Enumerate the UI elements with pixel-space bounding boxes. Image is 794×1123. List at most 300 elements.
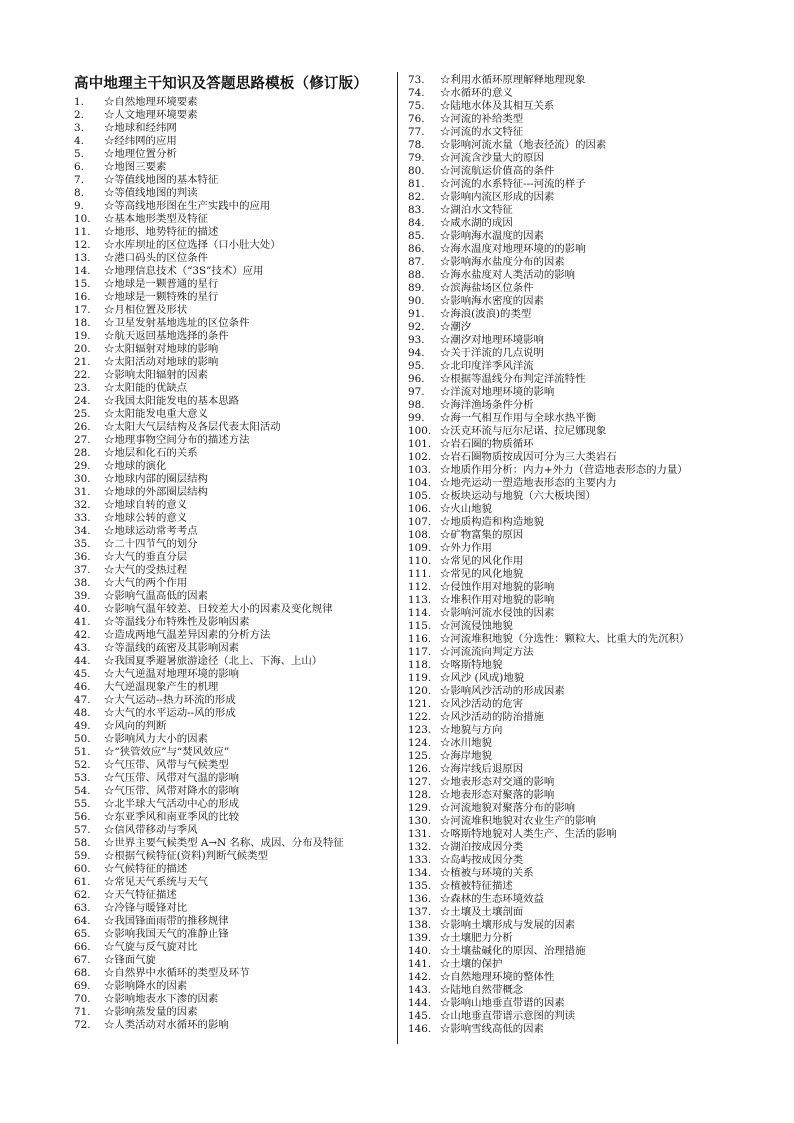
- item-number: 4.: [74, 135, 84, 147]
- item-number: 10.: [74, 213, 91, 225]
- list-item: [408, 438, 728, 451]
- list-item: [408, 256, 728, 269]
- list-item: [74, 863, 394, 876]
- list-item: [408, 724, 728, 737]
- item-number: 47.: [74, 694, 91, 706]
- list-item: [408, 763, 728, 776]
- item-number: 110.: [408, 555, 432, 567]
- item-number: 114.: [408, 607, 432, 619]
- item-text: ☆地质作用分析：内力+外力（营造地表形态的力量）: [440, 464, 688, 476]
- list-item: [74, 421, 394, 434]
- item-text: ☆地球公转的意义: [104, 512, 188, 524]
- list-item: [408, 1010, 728, 1023]
- list-item: [408, 74, 728, 87]
- item-number: 118.: [408, 659, 432, 671]
- item-number: 112.: [408, 581, 432, 593]
- item-text: ☆影响太阳辐射的因素: [104, 369, 208, 381]
- item-number: 25.: [74, 408, 91, 420]
- item-number: 124.: [408, 737, 432, 749]
- item-text: ☆地理信息技术（“3S”技术）应用: [104, 265, 264, 277]
- item-number: 54.: [74, 785, 91, 797]
- item-text: ☆风向的判断: [104, 720, 167, 732]
- item-number: 111.: [408, 568, 432, 580]
- item-text: ☆天气特征描述: [104, 889, 177, 901]
- item-text: ☆影响地表水下渗的因素: [104, 993, 219, 1005]
- item-number: 28.: [74, 447, 91, 459]
- item-text: ☆风沙活动的防治措施: [440, 711, 544, 723]
- list-item: [408, 412, 728, 425]
- item-text: ☆沃克环流与厄尔尼诺、拉尼娜现象: [440, 425, 607, 437]
- item-text: ☆山地垂直带谱示意图的判读: [440, 1010, 576, 1022]
- list-item: [74, 460, 394, 473]
- list-item: [408, 204, 728, 217]
- item-text: ☆堆积作用对地貌的影响: [440, 594, 555, 606]
- item-number: 56.: [74, 811, 91, 823]
- item-number: 49.: [74, 720, 91, 732]
- item-number: 29.: [74, 460, 91, 472]
- list-item: [74, 330, 394, 343]
- list-item: [74, 317, 394, 330]
- list-item: [74, 213, 394, 226]
- item-text: ☆人类活动对水循环的影响: [104, 1019, 229, 1031]
- item-number: 138.: [408, 919, 432, 931]
- item-text: ☆矿物富集的原因: [440, 529, 524, 541]
- item-text: ☆太阳辐射对地球的影响: [104, 343, 219, 355]
- list-item: [74, 655, 394, 668]
- item-text: ☆影响内流区形成的因素: [440, 191, 555, 203]
- item-number: 39.: [74, 590, 91, 602]
- list-item: [408, 386, 728, 399]
- item-text: ☆海岸地貌: [440, 750, 492, 762]
- list-item: [408, 958, 728, 971]
- item-number: 101.: [408, 438, 432, 450]
- list-item: [74, 382, 394, 395]
- item-text: ☆咸水湖的成因: [440, 217, 513, 229]
- list-item: [74, 941, 394, 954]
- item-number: 38.: [74, 577, 91, 589]
- item-text: ☆等值线地图的基本特征: [104, 174, 219, 186]
- list-item: [408, 451, 728, 464]
- list-item: [408, 841, 728, 854]
- list-item: [74, 850, 394, 863]
- item-number: 142.: [408, 971, 432, 983]
- item-text: ☆影响海水盐度分布的因素: [440, 256, 565, 268]
- item-text: ☆大气的水平运动--风的形成: [104, 707, 236, 719]
- item-number: 128.: [408, 789, 432, 801]
- list-item: [408, 542, 728, 555]
- item-number: 17.: [74, 304, 91, 316]
- item-number: 117.: [408, 646, 432, 658]
- list-item: [74, 161, 394, 174]
- item-number: 2.: [74, 109, 84, 121]
- item-number: 144.: [408, 997, 432, 1009]
- item-number: 30.: [74, 473, 91, 485]
- item-number: 12.: [74, 239, 91, 251]
- item-number: 57.: [74, 824, 91, 836]
- item-number: 119.: [408, 672, 432, 684]
- item-number: 133.: [408, 854, 432, 866]
- item-text: ☆影响土壤形成与发展的因素: [440, 919, 576, 931]
- item-number: 136.: [408, 893, 432, 905]
- item-number: 69.: [74, 980, 91, 992]
- list-item: [74, 447, 394, 460]
- item-text: ☆根据等温线分布判定洋流特性: [440, 373, 586, 385]
- item-number: 103.: [408, 464, 432, 476]
- list-item: [408, 425, 728, 438]
- list-item: [74, 343, 394, 356]
- item-number: 98.: [408, 399, 425, 411]
- item-text: ☆河流地貌对聚落分布的影响: [440, 802, 576, 814]
- item-number: 129.: [408, 802, 432, 814]
- list-item: [408, 789, 728, 802]
- item-number: 6.: [74, 161, 84, 173]
- item-text: ☆洋流对地理环境的影响: [440, 386, 555, 398]
- item-number: 67.: [74, 954, 91, 966]
- item-text: ☆陆地水体及其相互关系: [440, 100, 555, 112]
- list-item: [408, 516, 728, 529]
- list-item: [408, 867, 728, 880]
- list-item: [74, 226, 394, 239]
- item-text: ☆地球的演化: [104, 460, 167, 472]
- item-text: ☆我国夏季避暑旅游途径（北上、下海、上山）: [104, 655, 323, 667]
- item-text: ☆海岸线后退原因: [440, 763, 524, 775]
- item-text: ☆河流的水系特征---河流的样子: [440, 178, 586, 190]
- item-text: ☆气压带、风带对气温的影响: [104, 772, 240, 784]
- item-text: ☆河流流向判定方法: [440, 646, 534, 658]
- item-number: 65.: [74, 928, 91, 940]
- item-number: 102.: [408, 451, 432, 463]
- item-text: ☆火山地貌: [440, 503, 492, 515]
- item-number: 146.: [408, 1023, 432, 1035]
- item-number: 126.: [408, 763, 432, 775]
- list-item: [408, 373, 728, 386]
- list-item: [408, 568, 728, 581]
- item-text: ☆土壤肥力分析: [440, 932, 513, 944]
- item-text: ☆外力作用: [440, 542, 492, 554]
- list-item: [408, 334, 728, 347]
- item-text: ☆冰川地貌: [440, 737, 492, 749]
- item-number: 78.: [408, 139, 425, 151]
- item-text: ☆常见的风化地貌: [440, 568, 524, 580]
- item-text: ☆影响风沙活动的形成因素: [440, 685, 565, 697]
- list-item: [74, 564, 394, 577]
- item-number: 109.: [408, 542, 432, 554]
- list-item: [74, 798, 394, 811]
- item-number: 22.: [74, 369, 91, 381]
- item-number: 95.: [408, 360, 425, 372]
- list-item: [408, 1023, 728, 1036]
- list-item: [408, 191, 728, 204]
- list-item: [74, 915, 394, 928]
- item-number: 66.: [74, 941, 91, 953]
- item-text: ☆植被特征描述: [440, 880, 513, 892]
- item-text: ☆河流含沙量大的原因: [440, 152, 544, 164]
- list-item: [408, 230, 728, 243]
- list-item: [408, 945, 728, 958]
- list-item: [408, 581, 728, 594]
- list-item: [74, 967, 394, 980]
- list-item: [408, 113, 728, 126]
- item-number: 140.: [408, 945, 432, 957]
- list-item: [74, 746, 394, 759]
- item-text: ☆锋面气旋: [104, 954, 156, 966]
- item-text: ☆北半球大气活动中心的形成: [104, 798, 240, 810]
- item-text: ☆关于洋流的几点说明: [440, 347, 544, 359]
- item-text: ☆北印度洋季风洋流: [440, 360, 534, 372]
- item-number: 132.: [408, 841, 432, 853]
- item-number: 125.: [408, 750, 432, 762]
- list-item: [408, 984, 728, 997]
- list-item: [74, 174, 394, 187]
- list-item: [408, 360, 728, 373]
- item-text: ☆潮汐: [440, 321, 472, 333]
- list-item: [74, 369, 394, 382]
- item-number: 40.: [74, 603, 91, 615]
- list-item: [74, 525, 394, 538]
- item-number: 15.: [74, 278, 91, 290]
- list-item: [408, 321, 728, 334]
- topic-list-right: [408, 74, 728, 1036]
- item-number: 121.: [408, 698, 432, 710]
- list-item: [408, 633, 728, 646]
- item-number: 8.: [74, 187, 84, 199]
- item-text: ☆气压带、风带对降水的影响: [104, 785, 240, 797]
- list-item: [408, 282, 728, 295]
- list-item: [74, 1006, 394, 1019]
- list-item: [74, 473, 394, 486]
- list-item: [408, 880, 728, 893]
- list-item: [408, 737, 728, 750]
- item-number: 36.: [74, 551, 91, 563]
- list-item: [408, 971, 728, 984]
- item-number: 86.: [408, 243, 425, 255]
- item-text: ☆板块运动与地貌（六大板块图）: [440, 490, 596, 502]
- item-number: 135.: [408, 880, 432, 892]
- item-number: 33.: [74, 512, 91, 524]
- item-number: 62.: [74, 889, 91, 901]
- list-item: [74, 785, 394, 798]
- item-number: 113.: [408, 594, 432, 606]
- item-text: ☆地表形态对交通的影响: [440, 776, 555, 788]
- item-number: 72.: [74, 1019, 91, 1031]
- list-item: [74, 811, 394, 824]
- list-item: [74, 928, 394, 941]
- item-text: ☆地质构造和构造地貌: [440, 516, 544, 528]
- topic-list-left: [74, 96, 394, 1032]
- item-number: 104.: [408, 477, 432, 489]
- item-number: 107.: [408, 516, 432, 528]
- item-text: ☆影响我国天气的准静止锋: [104, 928, 229, 940]
- item-text: 大气逆温现象产生的机理: [104, 681, 219, 693]
- item-text: ☆航天返回基地选择的条件: [104, 330, 229, 342]
- item-text: ☆水循环的意义: [440, 87, 513, 99]
- item-number: 96.: [408, 373, 425, 385]
- item-number: 34.: [74, 525, 91, 537]
- item-number: 75.: [408, 100, 425, 112]
- list-item: [74, 980, 394, 993]
- item-text: ☆土壤盐碱化的原因、治理措施: [440, 945, 586, 957]
- item-number: 13.: [74, 252, 91, 264]
- item-text: ☆根据气候特征(资料)判断气候类型: [104, 850, 268, 862]
- list-item: [408, 828, 728, 841]
- item-text: ☆岩石圈物质按成因可分为三大类岩石: [440, 451, 617, 463]
- item-number: 92.: [408, 321, 425, 333]
- list-item: [74, 590, 394, 603]
- item-number: 85.: [408, 230, 425, 242]
- item-number: 32.: [74, 499, 91, 511]
- list-item: [74, 148, 394, 161]
- item-text: ☆港口码头的区位条件: [104, 252, 208, 264]
- item-text: ☆二十四节气的划分: [104, 538, 198, 550]
- list-item: [74, 187, 394, 200]
- item-number: 37.: [74, 564, 91, 576]
- list-item: [408, 269, 728, 282]
- list-item: [408, 594, 728, 607]
- item-text: ☆海洋渔场条件分析: [440, 399, 534, 411]
- item-text: ☆自然地理环境要素: [104, 96, 198, 108]
- item-text: ☆地层和化石的关系: [104, 447, 198, 459]
- list-item: [408, 906, 728, 919]
- item-text: ☆侵蚀作用对地貌的影响: [440, 581, 555, 593]
- item-text: ☆经纬网的应用: [104, 135, 177, 147]
- item-number: 90.: [408, 295, 425, 307]
- item-text: ☆基本地形类型及特征: [104, 213, 208, 225]
- list-item: [408, 464, 728, 477]
- item-number: 52.: [74, 759, 91, 771]
- item-text: ☆影响河流水量（地表径流）的因素: [440, 139, 607, 151]
- list-item: [74, 291, 394, 304]
- list-item: [408, 529, 728, 542]
- item-text: ☆影响海水温度的因素: [440, 230, 544, 242]
- item-number: 94.: [408, 347, 425, 359]
- item-number: 60.: [74, 863, 91, 875]
- list-item: [408, 165, 728, 178]
- item-number: 48.: [74, 707, 91, 719]
- item-text: ☆岩石圈的物质循环: [440, 438, 534, 450]
- list-item: [74, 733, 394, 746]
- item-number: 31.: [74, 486, 91, 498]
- item-number: 16.: [74, 291, 91, 303]
- item-text: ☆河流航运价值高的条件: [440, 165, 555, 177]
- item-text: ☆喀斯特地貌: [440, 659, 503, 671]
- item-number: 5.: [74, 148, 84, 160]
- item-number: 80.: [408, 165, 425, 177]
- item-text: ☆大气运动--热力环流的形成: [104, 694, 236, 706]
- item-number: 77.: [408, 126, 425, 138]
- item-number: 99.: [408, 412, 425, 424]
- list-item: [408, 659, 728, 672]
- item-text: ☆地理位置分析: [104, 148, 177, 160]
- list-item: [74, 577, 394, 590]
- item-text: ☆常见天气系统与天气: [104, 876, 208, 888]
- item-text: ☆地球是一颗普通的星行: [104, 278, 219, 290]
- list-item: [74, 681, 394, 694]
- item-text: ☆河流堆积地貌对农业生产的影响: [440, 815, 596, 827]
- list-item: [74, 395, 394, 408]
- item-text: ☆影响风力大小的因素: [104, 733, 208, 745]
- item-text: ☆常见的风化作用: [440, 555, 524, 567]
- document-title: 高中地理主干知识及答题思路模板（修订版）: [74, 75, 368, 92]
- list-item: [408, 477, 728, 490]
- list-item: [408, 997, 728, 1010]
- list-item: [408, 503, 728, 516]
- item-text: ☆大气的垂直分层: [104, 551, 188, 563]
- item-text: ☆河流的水文特征: [440, 126, 524, 138]
- list-item: [408, 854, 728, 867]
- item-number: 71.: [74, 1006, 91, 1018]
- item-text: ☆地球和经纬网: [104, 122, 177, 134]
- item-number: 58.: [74, 837, 91, 849]
- item-text: ☆河流侵蚀地貌: [440, 620, 513, 632]
- item-number: 115.: [408, 620, 432, 632]
- item-text: ☆大气逆温对地理环境的影响: [104, 668, 240, 680]
- item-text: ☆海浪(波浪)的类型: [440, 308, 532, 320]
- item-number: 76.: [408, 113, 425, 125]
- list-item: [408, 178, 728, 191]
- item-number: 45.: [74, 668, 91, 680]
- item-number: 7.: [74, 174, 84, 186]
- list-item: [74, 538, 394, 551]
- list-item: [74, 252, 394, 265]
- item-number: 51.: [74, 746, 91, 758]
- list-item: [74, 109, 394, 122]
- item-text: ☆自然界中水循环的类型及环节: [104, 967, 250, 979]
- left-column: [74, 74, 394, 1032]
- item-text: ☆影响气温高低的因素: [104, 590, 208, 602]
- item-text: ☆河流的补给类型: [440, 113, 524, 125]
- item-text: ☆影响河流水侵蚀的因素: [440, 607, 555, 619]
- item-number: 53.: [74, 772, 91, 784]
- list-item: [408, 139, 728, 152]
- item-number: 137.: [408, 906, 432, 918]
- item-text: ☆影响气温年较差、日较差大小的因素及变化规律: [104, 603, 333, 615]
- item-text: ☆气旋与反气旋对比: [104, 941, 198, 953]
- item-number: 106.: [408, 503, 432, 515]
- list-item: [74, 772, 394, 785]
- list-item: [74, 1019, 394, 1032]
- item-text: ☆森林的生态环境效益: [440, 893, 544, 905]
- item-number: 81.: [408, 178, 425, 190]
- list-item: [408, 815, 728, 828]
- item-number: 91.: [408, 308, 425, 320]
- item-number: 100.: [408, 425, 432, 437]
- item-text: ☆地球的外部圈层结构: [104, 486, 208, 498]
- list-item: [74, 512, 394, 525]
- item-number: 139.: [408, 932, 432, 944]
- item-number: 35.: [74, 538, 91, 550]
- list-item: [74, 551, 394, 564]
- item-number: 18.: [74, 317, 91, 329]
- item-number: 79.: [408, 152, 425, 164]
- item-number: 23.: [74, 382, 91, 394]
- item-number: 63.: [74, 902, 91, 914]
- item-text: ☆海水盐度对人类活动的影响: [440, 269, 576, 281]
- item-text: ☆“狭管效应”与“焚风效应”: [104, 746, 230, 758]
- item-number: 87.: [408, 256, 425, 268]
- list-item: [408, 932, 728, 945]
- item-text: ☆湖泊水文特征: [440, 204, 513, 216]
- item-number: 46.: [74, 681, 91, 693]
- item-number: 84.: [408, 217, 425, 229]
- item-number: 27.: [74, 434, 91, 446]
- item-text: ☆大气的两个作用: [104, 577, 188, 589]
- item-number: 20.: [74, 343, 91, 355]
- item-text: ☆等高线地形图在生产实践中的应用: [104, 200, 271, 212]
- list-item: [74, 434, 394, 447]
- item-text: ☆地理事物空间分布的描述方法: [104, 434, 250, 446]
- item-text: ☆冷锋与暖锋对比: [104, 902, 188, 914]
- item-text: ☆人文地理环境要素: [104, 109, 198, 121]
